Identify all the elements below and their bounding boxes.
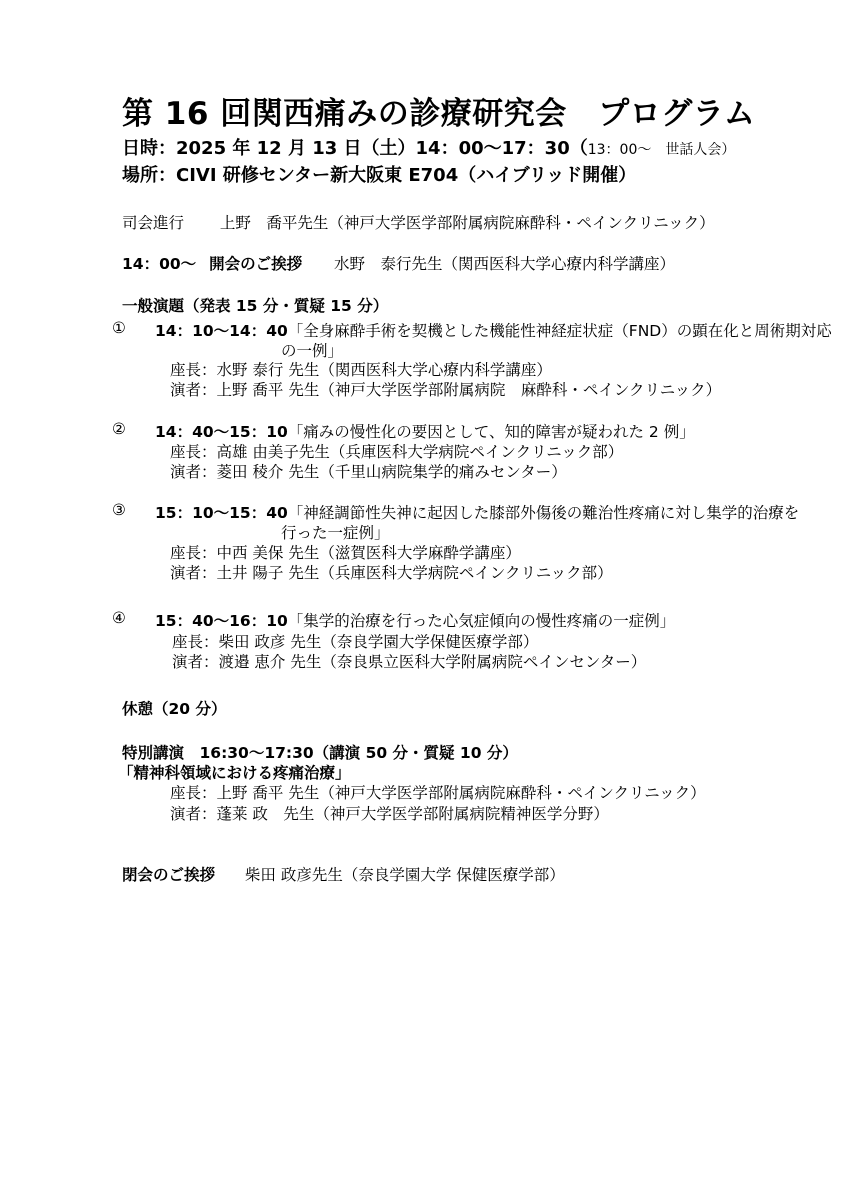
presentation-number: ③ — [112, 501, 126, 519]
closing-name: 柴田 政彦先生 — [244, 866, 343, 884]
closing-label: 閉会のご挨拶 — [122, 866, 216, 884]
presentation-title-continued: の一例」 — [281, 342, 344, 360]
general-session-heading: 一般演題（発表 15 分・質疑 15 分） — [122, 297, 389, 315]
presentation-title-line — [155, 420, 695, 442]
presentation-title-continued: 行った一症例」 — [281, 524, 390, 542]
presentation-title: 「全身麻酔手術を契機とした機能性神経症状症（FND）の顕在化と周術期対応 — [287, 322, 832, 340]
presentation-title-line — [155, 319, 832, 341]
special-lecture-chair: 座長：上野 喬平 先生（神戸大学医学部附属病院麻酔科・ペインクリニック） — [170, 784, 706, 802]
presentation-title: 「神経調節性失神に起因した膝部外傷後の難治性疼痛に対し集学的治療を — [287, 504, 800, 522]
closing-affiliation: （奈良学園大学 保健医療学部） — [342, 866, 565, 884]
presentation-speaker: 演者：菱田 稜介 先生（千里山病院集学的痛みセンター） — [170, 463, 567, 481]
presentation-number: ① — [112, 319, 126, 337]
presentation-time: 15：40～16：10 — [155, 612, 288, 630]
datetime-close: ） — [721, 142, 736, 158]
opening-line — [122, 252, 675, 274]
datetime-line — [122, 134, 735, 160]
presentation-title-line — [155, 609, 675, 631]
presentation-speaker: 演者：渡邉 恵介 先生（奈良県立医科大学附属病院ペインセンター） — [172, 653, 647, 671]
page-title: 第 16 回関西痛みの診療研究会 プログラム — [122, 96, 756, 132]
presentation-chair: 座長：水野 泰行 先生（関西医科大学心療内科学講座） — [170, 361, 552, 379]
presentation-speaker: 演者：上野 喬平 先生（神戸大学医学部附属病院 麻酔科・ペインクリニック） — [170, 381, 722, 399]
moderator-affiliation: （神戸大学医学部附属病院麻酔科・ペインクリニック） — [328, 214, 715, 232]
presentation-title: 「痛みの慢性化の要因として、知的障害が疑われた 2 例」 — [287, 423, 695, 441]
special-lecture-title: 「精神科領域における疼痛治療」 — [118, 764, 351, 782]
presentation-chair: 座長：柴田 政彦 先生（奈良学園大学保健医療学部） — [172, 633, 539, 651]
presentation-chair: 座長：高雄 由美子先生（兵庫医科大学病院ペインクリニック部） — [170, 443, 624, 461]
opening-affiliation: （関西医科大学心療内科学講座） — [442, 255, 675, 273]
datetime-main: 日時：2025 年 12 月 13 日（土）14：00～17：30（ — [122, 138, 588, 159]
break-label: 休憩（20 分） — [122, 700, 227, 718]
presentation-speaker: 演者：土井 陽子 先生（兵庫医科大学病院ペインクリニック部） — [170, 564, 613, 582]
datetime-note: 13：00～ 世話人会 — [587, 142, 722, 158]
presentation-title: 「集学的治療を行った心気症傾向の慢性疼痛の一症例」 — [287, 612, 676, 630]
opening-label: 開会のご挨拶 — [209, 255, 303, 273]
presentation-time: 15：10～15：40 — [155, 504, 288, 522]
special-lecture-heading: 特別講演 16:30～17:30（講演 50 分・質疑 10 分） — [122, 744, 518, 762]
closing-line — [122, 863, 565, 885]
moderator-label: 司会進行 — [122, 214, 185, 232]
moderator-name: 上野 喬平先生 — [219, 214, 329, 232]
venue-line: 場所：CIVI 研修センター新大阪東 E704（ハイブリッド開催） — [122, 165, 637, 186]
presentation-title-line — [155, 501, 799, 523]
moderator-line — [122, 211, 715, 233]
presentation-time: 14：40～15：10 — [155, 423, 288, 441]
presentation-chair: 座長：中西 美保 先生（滋賀医科大学麻酔学講座） — [170, 544, 521, 562]
opening-time: 14：00～ — [122, 255, 197, 273]
special-lecture-speaker: 演者：蓬莱 政 先生（神戸大学医学部附属病院精神医学分野） — [170, 805, 609, 823]
presentation-number: ② — [112, 420, 126, 438]
presentation-time: 14：10～14：40 — [155, 322, 288, 340]
opening-name: 水野 泰行先生 — [333, 255, 443, 273]
presentation-number: ④ — [112, 609, 126, 627]
